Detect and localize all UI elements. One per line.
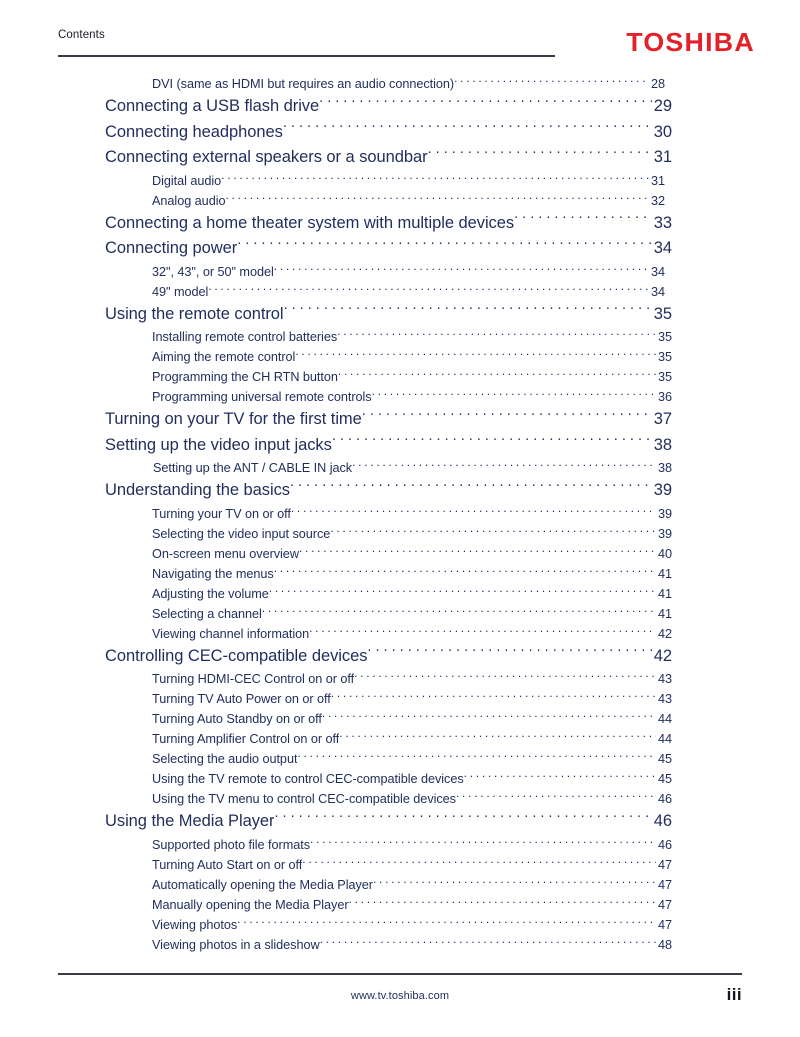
toc-entry-sub[interactable] (0, 171, 800, 191)
toc-leader-dots (310, 837, 656, 849)
page-footer (0, 967, 800, 1037)
toc-entry-sub[interactable] (0, 504, 800, 524)
toc-leader-dots (237, 917, 656, 929)
toc-entry-title: Aiming the remote control (152, 350, 296, 364)
toc-entry-page-number: 47 (657, 877, 672, 892)
toc-entry-page-number: 29 (653, 97, 672, 115)
toc-entry-page-number: 39 (657, 506, 672, 521)
toc-entry-page-number: 46 (657, 792, 672, 806)
toc-entry-page-number: 40 (657, 546, 672, 561)
toc-entry-title: Supported photo file formats (152, 837, 310, 852)
toc-entry-major[interactable] (0, 478, 800, 504)
toc-entry-title: Connecting a USB flash drive (105, 97, 320, 115)
toc-entry-sub[interactable] (0, 544, 800, 564)
toc-entry-title: Automatically opening the Media Player (152, 877, 373, 892)
toc-entry-page-number: 35 (657, 370, 672, 384)
toc-leader-dots (319, 97, 652, 112)
toc-entry-major[interactable] (0, 809, 800, 835)
toc-entry-title: Adjusting the volume (152, 586, 269, 601)
toc-leader-dots (269, 586, 656, 598)
toc-entry-title: Using the TV menu to control CEC-compatible devices (152, 792, 456, 806)
toc-entry-title: Connecting a home theater system with multiple devices (105, 213, 515, 232)
toc-leader-dots (339, 731, 656, 743)
toc-entry-page-number: 28 (650, 77, 665, 91)
toc-entry-sub[interactable] (0, 689, 800, 709)
toc-entry-title: 49" model (152, 284, 209, 299)
toc-leader-dots (299, 546, 656, 558)
toc-leader-dots (283, 122, 652, 137)
toc-leader-dots (514, 213, 652, 228)
toc-entry-sub[interactable] (0, 875, 800, 895)
toc-entry-title: Manually opening the Media Player (152, 897, 349, 912)
toc-leader-dots (221, 173, 649, 185)
toc-leader-dots (352, 460, 656, 472)
toc-entry-sub[interactable] (0, 895, 800, 915)
toc-entry-title: Turning Auto Start on or off (152, 857, 303, 872)
toc-entry-page-number: 36 (657, 390, 672, 404)
header-section-label: Contents (58, 29, 105, 41)
toc-entry-sub[interactable] (0, 604, 800, 624)
toc-leader-dots (295, 349, 656, 361)
toc-leader-dots (320, 937, 656, 949)
toc-leader-dots (337, 329, 656, 341)
toc-entry-title: Connecting headphones (105, 122, 283, 141)
toc-leader-dots (331, 691, 656, 703)
toc-entry-sub[interactable] (0, 367, 800, 387)
toc-entry-page-number: 46 (653, 812, 672, 830)
toc-entry-title: 32", 43", or 50" model (152, 264, 274, 279)
toc-entry-sub[interactable] (0, 347, 800, 367)
toc-leader-dots (274, 264, 649, 276)
toc-leader-dots (284, 304, 652, 319)
toc-entry-sub[interactable] (0, 749, 800, 769)
toc-leader-dots (322, 711, 656, 723)
toc-entry-title: Analog audio (152, 193, 226, 208)
toc-entry-page-number: 38 (657, 461, 672, 475)
toc-entry-major[interactable] (0, 236, 800, 262)
toc-leader-dots (290, 481, 652, 496)
toc-entry-title: Digital audio (152, 173, 222, 188)
toc-entry-title: Understanding the basics (105, 481, 290, 499)
toc-entry-page-number: 37 (653, 410, 672, 428)
toc-entry-sub[interactable] (0, 524, 800, 544)
toc-entry-major[interactable] (0, 211, 800, 237)
toc-leader-dots (373, 877, 656, 889)
toc-entry-page-number: 43 (657, 692, 672, 706)
toc-entry-sub[interactable] (0, 835, 800, 855)
toc-leader-dots (349, 897, 656, 909)
footer-page-number: iii (726, 985, 742, 1004)
toc-entry-page-number: 35 (657, 350, 672, 364)
toc-entry-title: Using the remote control (105, 304, 284, 323)
toc-entry-sub[interactable] (0, 327, 800, 347)
toc-entry-title: Selecting the audio output (152, 752, 298, 766)
toc-entry-page-number: 47 (657, 897, 672, 912)
toc-entry-sub[interactable] (0, 584, 800, 604)
toc-entry-sub[interactable] (0, 789, 800, 809)
toc-entry-page-number: 46 (657, 837, 672, 852)
toc-entry-major[interactable] (0, 644, 800, 670)
toc-leader-dots (354, 671, 656, 683)
toc-entry-page-number: 44 (657, 732, 672, 746)
toc-leader-dots (274, 566, 656, 578)
toc-entry-major[interactable] (0, 407, 800, 433)
toc-entry-page-number: 41 (657, 566, 672, 581)
toc-leader-dots (367, 646, 652, 661)
toc-entry-page-number: 35 (653, 304, 672, 323)
toc-leader-dots (454, 76, 649, 88)
toc-leader-dots (297, 751, 656, 763)
toc-leader-dots (225, 193, 649, 205)
toc-entry-title: Turning HDMI-CEC Control on or off (152, 672, 355, 686)
toc-entry-sub[interactable] (0, 262, 800, 282)
toc-entry-title: DVI (same as HDMI but requires an audio connection) (152, 77, 455, 91)
toc-entry-sub[interactable] (0, 74, 800, 94)
toc-entry-title: Controlling CEC-compatible devices (105, 646, 368, 665)
toc-entry-page-number: 39 (657, 526, 672, 541)
toc-entry-page-number: 42 (653, 646, 672, 665)
toc-leader-dots (428, 148, 652, 163)
toc-entry-title: Viewing photos (152, 917, 238, 932)
toc-entry-page-number: 38 (653, 435, 672, 454)
toc-entry-title: Using the TV remote to control CEC-compatible devices (152, 772, 464, 786)
toc-entry-title: Installing remote control batteries (152, 330, 338, 344)
toc-leader-dots (237, 239, 652, 254)
toc-leader-dots (464, 771, 656, 783)
toc-entry-page-number: 44 (657, 712, 672, 726)
toc-entry-page-number: 47 (657, 917, 672, 932)
footer-divider-rule (58, 973, 742, 975)
toc-leader-dots (330, 526, 656, 538)
toc-entry-sub[interactable] (0, 564, 800, 584)
toc-entry-title: Using the Media Player (105, 812, 275, 830)
toc-entry-sub[interactable] (0, 458, 800, 478)
toc-entry-title: Connecting external speakers or a soundbar (105, 148, 428, 166)
toc-entry-title: Turning Amplifier Control on or off (152, 732, 340, 746)
toc-leader-dots (262, 606, 656, 618)
toc-entry-sub[interactable] (0, 669, 800, 689)
toc-entry-page-number: 42 (657, 626, 672, 641)
table-of-contents (0, 74, 800, 955)
toc-entry-major[interactable] (0, 94, 800, 120)
toc-leader-dots (309, 626, 656, 638)
toc-leader-dots (332, 435, 652, 450)
toc-entry-page-number: 45 (657, 772, 672, 786)
toc-entry-sub[interactable] (0, 191, 800, 211)
toc-entry-page-number: 39 (653, 481, 672, 499)
toc-entry-title: Navigating the menus (152, 566, 274, 581)
toc-entry-major[interactable] (0, 120, 800, 146)
toc-entry-page-number: 45 (657, 752, 672, 766)
toc-leader-dots (456, 791, 656, 803)
toc-entry-page-number: 32 (650, 193, 665, 208)
header-divider-rule (58, 55, 555, 57)
toc-entry-title: Setting up the video input jacks (105, 435, 332, 454)
toc-entry-major[interactable] (0, 302, 800, 328)
toc-entry-title: On-screen menu overview (152, 546, 299, 561)
toc-entry-page-number: 31 (650, 173, 665, 188)
toc-leader-dots (208, 284, 649, 296)
toc-leader-dots (291, 506, 656, 518)
toc-entry-sub[interactable] (0, 709, 800, 729)
toc-entry-page-number: 34 (653, 239, 672, 257)
toc-entry-title: Setting up the ANT / CABLE IN jack (153, 461, 353, 475)
toc-entry-title: Selecting a channel (152, 606, 262, 621)
toc-entry-sub[interactable] (0, 769, 800, 789)
toc-entry-page-number: 34 (650, 284, 665, 299)
toc-entry-title: Viewing channel information (152, 626, 310, 641)
toc-leader-dots (274, 812, 652, 827)
toc-entry-title: Viewing photos in a slideshow (152, 937, 320, 952)
toc-entry-title: Programming universal remote controls (152, 390, 372, 404)
toc-entry-major[interactable] (0, 145, 800, 171)
toc-leader-dots (338, 369, 656, 381)
toc-entry-title: Connecting power (105, 239, 238, 257)
toc-entry-page-number: 33 (653, 213, 672, 232)
toc-entry-page-number: 41 (657, 606, 672, 621)
toc-entry-page-number: 30 (653, 122, 672, 141)
toc-entry-major[interactable] (0, 433, 800, 459)
toc-entry-sub[interactable] (0, 915, 800, 935)
toc-entry-title: Turning Auto Standby on or off (152, 712, 322, 726)
toc-entry-title: Turning on your TV for the first time (105, 410, 362, 428)
toshiba-logo: TOSHIBA (626, 27, 755, 57)
toc-leader-dots (302, 857, 656, 869)
toc-entry-title: Turning TV Auto Power on or off (152, 692, 331, 706)
toc-entry-title: Turning your TV on or off (152, 506, 291, 521)
toc-entry-page-number: 41 (657, 586, 672, 601)
toc-entry-page-number: 43 (657, 672, 672, 686)
toc-entry-page-number: 31 (653, 148, 672, 166)
toc-entry-page-number: 47 (657, 857, 672, 872)
toc-leader-dots (362, 410, 652, 425)
toc-leader-dots (372, 389, 656, 401)
toc-entry-page-number: 48 (657, 937, 672, 952)
toc-entry-page-number: 35 (657, 330, 672, 344)
toc-entry-title: Selecting the video input source (152, 526, 331, 541)
toc-entry-title: Programming the CH RTN button (152, 370, 338, 384)
page-header (0, 0, 800, 62)
toc-entry-sub[interactable] (0, 729, 800, 749)
toc-entry-sub[interactable] (0, 387, 800, 407)
toc-entry-sub[interactable] (0, 935, 800, 955)
toc-entry-sub[interactable] (0, 855, 800, 875)
footer-website-url: www.tv.toshiba.com (350, 990, 450, 1002)
toc-entry-page-number: 34 (650, 264, 665, 279)
toc-entry-sub[interactable] (0, 624, 800, 644)
toc-entry-sub[interactable] (0, 282, 800, 302)
